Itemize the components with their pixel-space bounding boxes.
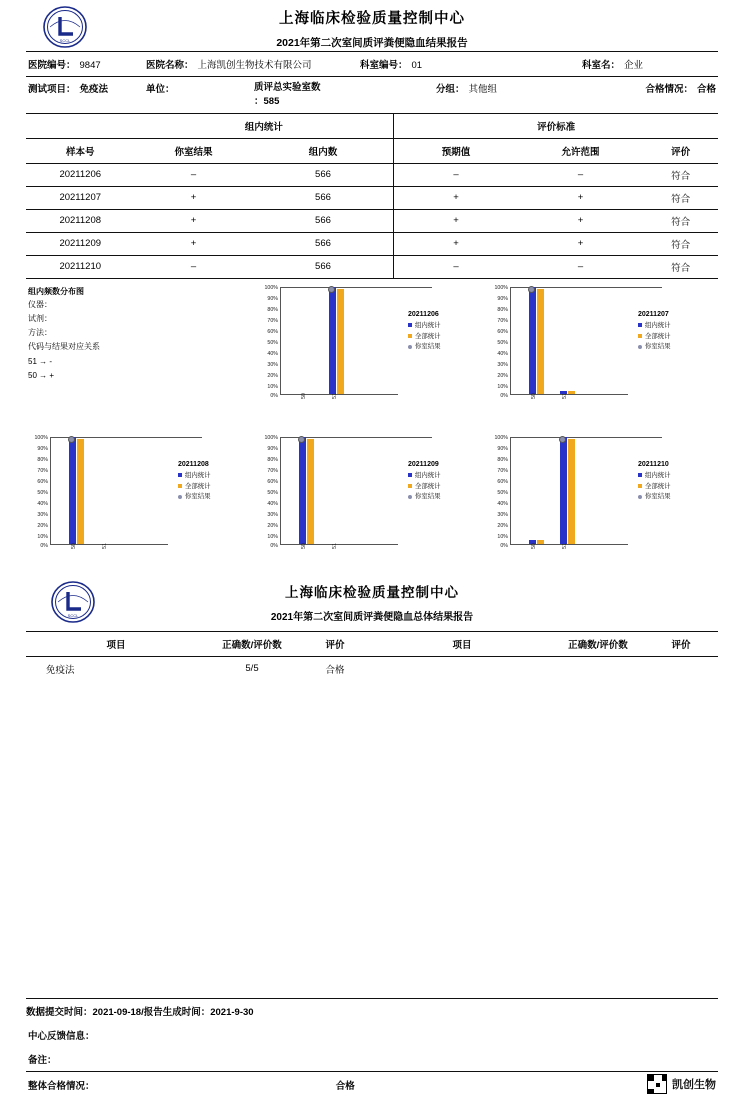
info-row-2 [26, 77, 718, 114]
legend-item-yours [638, 492, 671, 503]
overall-value: 合格 [335, 1081, 355, 1092]
qualified-value: 合格 [696, 84, 716, 95]
summary-col-eval-2: 评价 [644, 631, 718, 656]
code-map-title: 代码与结果对应关系 [28, 341, 100, 351]
summary-cell-item-2 [372, 656, 552, 681]
your-result-marker [559, 436, 566, 443]
y-tick-10: 10% [267, 383, 278, 390]
bar-series-all-50 [537, 289, 544, 394]
legend-item-all [408, 482, 441, 493]
cell-range: + [518, 232, 644, 255]
qualified-field [544, 81, 716, 95]
chart-title: 20211206 [408, 310, 439, 318]
y-tick-50: 50% [497, 339, 508, 346]
y-tick-90: 90% [497, 295, 508, 302]
legend-swatch-yours [178, 495, 182, 499]
y-tick-50: 50% [267, 489, 278, 496]
total-labs-field [254, 81, 436, 109]
legend-label-yours: 你室结果 [185, 493, 211, 501]
hospital-no-label: 医院编号： [28, 60, 76, 71]
chart-20211207 [488, 285, 706, 413]
hospital-no-field [28, 57, 146, 71]
cell-your: – [134, 255, 252, 278]
dept-no-label: 科室编号： [360, 60, 408, 71]
x-tick-51: 51 [332, 542, 338, 549]
y-tick-70: 70% [267, 467, 278, 474]
your-result-marker [68, 436, 75, 443]
cell-your: + [134, 186, 252, 209]
y-tick-80: 80% [267, 456, 278, 463]
chart-legend-panel [28, 285, 100, 383]
x-tick-51: 51 [562, 392, 568, 399]
chart-title: 20211210 [638, 460, 669, 468]
y-tick-90: 90% [267, 295, 278, 302]
chart-20211209 [258, 435, 476, 563]
y-tick-80: 80% [37, 456, 48, 463]
legend-swatch-group [408, 323, 412, 327]
result-table [26, 114, 718, 279]
dept-name-field [582, 57, 716, 71]
total-labs-label: 质评总实验室数 [254, 82, 321, 93]
y-tick-100: 100% [264, 284, 278, 291]
legend-item-yours [408, 342, 441, 353]
x-tick-51: 51 [332, 392, 338, 399]
cell-expected: – [394, 255, 518, 278]
page-title: 上海临床检验质量控制中心 [279, 11, 465, 27]
y-tick-30: 30% [267, 361, 278, 368]
y-tick-100: 100% [34, 434, 48, 441]
legend-swatch-group [638, 473, 642, 477]
chart-legend [638, 309, 671, 353]
chart-20211206 [258, 285, 476, 413]
y-tick-30: 30% [267, 511, 278, 518]
info-row-1 [26, 52, 718, 77]
y-tick-20: 20% [267, 522, 278, 529]
cell-count: 566 [253, 163, 394, 186]
freq-dist-title: 组内频数分布图 [28, 286, 84, 296]
bar-series-group-50 [529, 287, 536, 394]
summary-header-row [26, 631, 718, 656]
chart-plot-area [280, 437, 398, 549]
bar-series-group-50 [299, 437, 306, 544]
y-tick-40: 40% [497, 350, 508, 357]
y-tick-100: 100% [494, 284, 508, 291]
bar-series-all-50 [307, 439, 314, 544]
overall-label: 整体合格情况： [28, 1081, 95, 1092]
submit-time-row [26, 998, 718, 1023]
chart-legend [408, 459, 441, 503]
legend-item-all [178, 482, 211, 493]
table-row [26, 232, 718, 255]
legend-swatch-yours [638, 495, 642, 499]
y-tick-30: 30% [497, 361, 508, 368]
cell-range: + [518, 209, 644, 232]
reagent-label: 试剂： [28, 314, 52, 324]
hospital-name-label: 医院名称： [146, 60, 194, 71]
group-field [436, 81, 544, 95]
bar-series-all-50 [77, 439, 84, 544]
report-subtitle: 2021年第二次室间质评粪便隐血结果报告 [276, 37, 468, 49]
y-tick-20: 20% [37, 522, 48, 529]
cell-eval: 符合 [643, 163, 718, 186]
y-tick-100: 100% [494, 434, 508, 441]
legend-swatch-group [638, 323, 642, 327]
x-tick-50: 50 [301, 542, 307, 549]
cell-eval: 符合 [643, 186, 718, 209]
bar-series-all-51 [337, 289, 344, 394]
cell-sample: 20211210 [26, 255, 134, 278]
x-tick-50: 50 [71, 542, 77, 549]
col-expected: 预期值 [394, 138, 518, 163]
group-label: 分组： [436, 84, 465, 95]
qc-center-logo-icon [42, 6, 88, 48]
hospital-name-value: 上海凯创生物技术有限公司 [197, 60, 312, 71]
legend-swatch-yours [408, 495, 412, 499]
summary-row [26, 656, 718, 681]
bar-series-group-51 [560, 437, 567, 544]
bar-series-all-51 [568, 439, 575, 544]
y-tick-40: 40% [37, 500, 48, 507]
group-header-criteria: 评价标准 [394, 114, 718, 139]
summary-cell-eval-2 [644, 656, 718, 681]
y-tick-60: 60% [37, 478, 48, 485]
y-tick-0: 0% [40, 542, 48, 549]
y-tick-0: 0% [270, 542, 278, 549]
cell-range: + [518, 186, 644, 209]
unit-label: 单位： [146, 84, 175, 95]
legend-item-yours [408, 492, 441, 503]
charts-section [26, 285, 718, 575]
x-tick-51: 51 [102, 542, 108, 549]
hospital-no-value: 9847 [79, 60, 101, 71]
dept-name-value: 企业 [624, 60, 644, 71]
chart-20211208 [28, 435, 246, 563]
remark-row [26, 1047, 718, 1071]
legend-item-yours [178, 492, 211, 503]
table-row [26, 255, 718, 278]
bar-series-all-51 [568, 391, 575, 393]
cell-count: 566 [253, 255, 394, 278]
y-tick-70: 70% [497, 467, 508, 474]
y-tick-70: 70% [267, 317, 278, 324]
group-value: 其他组 [468, 84, 498, 95]
dept-name-label: 科室名： [582, 60, 621, 71]
legend-swatch-all [638, 484, 642, 488]
y-tick-60: 60% [497, 478, 508, 485]
y-tick-80: 80% [267, 306, 278, 313]
feedback-row [26, 1023, 718, 1047]
chart-legend [178, 459, 211, 503]
legend-label-yours: 你室结果 [415, 493, 441, 501]
bar-series-group-51 [329, 287, 336, 394]
summary-cell-eval: 合格 [325, 664, 345, 676]
col-group-count: 组内数 [253, 138, 394, 163]
legend-label-yours: 你室结果 [645, 343, 671, 351]
summary-header [26, 581, 718, 625]
group-header-internal: 组内统计 [134, 114, 393, 139]
chart-plot-area [510, 287, 628, 399]
col-your-result: 你室结果 [134, 138, 252, 163]
svg-text:SCCL: SCCL [67, 612, 79, 618]
legend-swatch-group [408, 473, 412, 477]
legend-swatch-all [178, 484, 182, 488]
instrument-label: 仪器： [28, 300, 52, 310]
cell-sample: 20211208 [26, 209, 134, 232]
chart-title: 20211209 [408, 460, 439, 468]
x-tick-51: 51 [562, 542, 568, 549]
method-label: 方法： [28, 327, 52, 337]
report-header [26, 4, 718, 52]
your-result-marker [528, 286, 535, 293]
report-footer [26, 998, 718, 1092]
qualified-label: 合格情况： [645, 84, 693, 95]
table-row [26, 209, 718, 232]
cell-sample: 20211207 [26, 186, 134, 209]
y-tick-50: 50% [37, 489, 48, 496]
bar-series-all-50 [537, 540, 544, 543]
bar-series-group-50 [69, 437, 76, 544]
cell-count: 566 [253, 232, 394, 255]
legend-item-all [408, 332, 441, 343]
chart-legend [408, 309, 441, 353]
col-sample-no: 样本号 [26, 138, 134, 163]
report-page [0, 4, 744, 1100]
code-map-line-1: 51 → - [28, 357, 53, 367]
legend-item-group [408, 321, 441, 332]
y-tick-60: 60% [497, 328, 508, 335]
code-map-line-2: 50 → + [28, 371, 55, 381]
cell-eval: 符合 [643, 232, 718, 255]
legend-label-all: 全部统计 [645, 332, 671, 340]
chart-plot-area [280, 287, 398, 399]
legend-label-group: 组内统计 [185, 472, 211, 480]
cell-expected: + [394, 186, 518, 209]
legend-item-group [638, 471, 671, 482]
summary-col-item-2: 项目 [372, 631, 552, 656]
summary-col-eval: 评价 [298, 631, 372, 656]
y-tick-10: 10% [37, 533, 48, 540]
y-tick-20: 20% [497, 372, 508, 379]
y-tick-50: 50% [497, 489, 508, 496]
chart-plot-area [510, 437, 628, 549]
cell-your: + [134, 209, 252, 232]
cell-count: 566 [253, 209, 394, 232]
legend-item-all [638, 482, 671, 493]
legend-label-all: 全部统计 [645, 482, 671, 490]
summary-report-title: 2021年第二次室间质评粪便隐血总体结果报告 [270, 611, 474, 623]
group-header-blank [26, 114, 134, 139]
legend-item-group [178, 471, 211, 482]
legend-label-group: 组内统计 [645, 472, 671, 480]
summary-col-item: 项目 [26, 631, 206, 656]
table-column-header-row [26, 138, 718, 163]
dept-no-value: 01 [411, 60, 423, 71]
chart-plot-area [50, 437, 168, 549]
y-tick-20: 20% [267, 372, 278, 379]
your-result-marker [298, 436, 305, 443]
test-item-field [28, 81, 146, 95]
legend-swatch-all [638, 334, 642, 338]
cell-eval: 符合 [643, 255, 718, 278]
summary-cell-score: 5/5 [245, 663, 259, 675]
cell-eval: 符合 [643, 209, 718, 232]
x-tick-50: 50 [531, 542, 537, 549]
legend-swatch-yours [638, 345, 642, 349]
cell-expected: + [394, 209, 518, 232]
cell-expected: + [394, 232, 518, 255]
summary-table [26, 631, 718, 681]
y-tick-90: 90% [37, 445, 48, 452]
legend-label-group: 组内统计 [415, 322, 441, 330]
qr-code-icon [647, 1074, 667, 1094]
chart-20211210 [488, 435, 706, 563]
y-tick-10: 10% [497, 383, 508, 390]
y-tick-0: 0% [500, 542, 508, 549]
legend-swatch-all [408, 334, 412, 338]
legend-label-group: 组内统计 [645, 322, 671, 330]
chart-legend [638, 459, 671, 503]
table-group-header-row [26, 114, 718, 139]
y-tick-50: 50% [267, 339, 278, 346]
legend-swatch-all [408, 484, 412, 488]
legend-label-group: 组内统计 [415, 472, 441, 480]
legend-swatch-yours [408, 345, 412, 349]
y-tick-70: 70% [497, 317, 508, 324]
remark-label: 备注： [28, 1055, 57, 1066]
y-tick-0: 0% [500, 392, 508, 399]
cell-sample: 20211209 [26, 232, 134, 255]
y-tick-40: 40% [497, 500, 508, 507]
cell-range: – [518, 255, 644, 278]
total-labs-value: ：585 [254, 95, 280, 107]
chart-title: 20211207 [638, 310, 669, 318]
col-evaluation: 评价 [643, 138, 718, 163]
test-item-value: 免疫法 [79, 84, 109, 95]
cell-your: + [134, 232, 252, 255]
chart-title: 20211208 [178, 460, 209, 468]
x-tick-50: 50 [301, 392, 307, 399]
submit-time-text: 数据提交时间：2021-09-18/报告生成时间：2021-9-30 [26, 1007, 254, 1018]
y-tick-90: 90% [497, 445, 508, 452]
y-tick-80: 80% [497, 456, 508, 463]
dept-no-field [360, 57, 582, 71]
summary-col-score: 正确数/评价数 [206, 631, 298, 656]
y-tick-30: 30% [37, 511, 48, 518]
cell-sample: 20211206 [26, 163, 134, 186]
legend-label-yours: 你室结果 [415, 343, 441, 351]
your-result-marker [328, 286, 335, 293]
svg-text:SCCL: SCCL [59, 38, 71, 43]
test-item-label: 测试项目： [28, 84, 76, 95]
watermark [647, 1074, 716, 1094]
col-allowed-range: 允许范围 [518, 138, 644, 163]
summary-col-score-2: 正确数/评价数 [552, 631, 644, 656]
cell-expected: – [394, 163, 518, 186]
legend-item-yours [638, 342, 671, 353]
watermark-text: 凯创生物 [672, 1079, 716, 1091]
y-tick-0: 0% [270, 392, 278, 399]
y-tick-30: 30% [497, 511, 508, 518]
y-tick-10: 10% [267, 533, 278, 540]
y-tick-90: 90% [267, 445, 278, 452]
qc-center-logo-icon-2 [50, 581, 96, 623]
summary-org-title: 上海临床检验质量控制中心 [285, 584, 459, 600]
cell-count: 566 [253, 186, 394, 209]
y-tick-60: 60% [267, 328, 278, 335]
legend-label-all: 全部统计 [185, 482, 211, 490]
overall-row [26, 1071, 718, 1092]
x-tick-50: 50 [531, 392, 537, 399]
unit-field [146, 81, 254, 95]
y-tick-20: 20% [497, 522, 508, 529]
legend-label-yours: 你室结果 [645, 493, 671, 501]
legend-swatch-group [178, 473, 182, 477]
legend-label-all: 全部统计 [415, 332, 441, 340]
y-tick-40: 40% [267, 350, 278, 357]
table-row [26, 163, 718, 186]
cell-range: – [518, 163, 644, 186]
summary-cell-score-2 [552, 656, 644, 681]
y-tick-100: 100% [264, 434, 278, 441]
y-tick-10: 10% [497, 533, 508, 540]
legend-item-group [638, 321, 671, 332]
legend-item-all [638, 332, 671, 343]
legend-label-all: 全部统计 [415, 482, 441, 490]
hospital-name-field [146, 57, 360, 71]
table-row [26, 186, 718, 209]
legend-item-group [408, 471, 441, 482]
cell-your: – [134, 163, 252, 186]
y-tick-80: 80% [497, 306, 508, 313]
y-tick-70: 70% [37, 467, 48, 474]
feedback-label: 中心反馈信息： [28, 1031, 95, 1042]
y-tick-60: 60% [267, 478, 278, 485]
y-tick-40: 40% [267, 500, 278, 507]
summary-cell-item: 免疫法 [46, 664, 75, 676]
